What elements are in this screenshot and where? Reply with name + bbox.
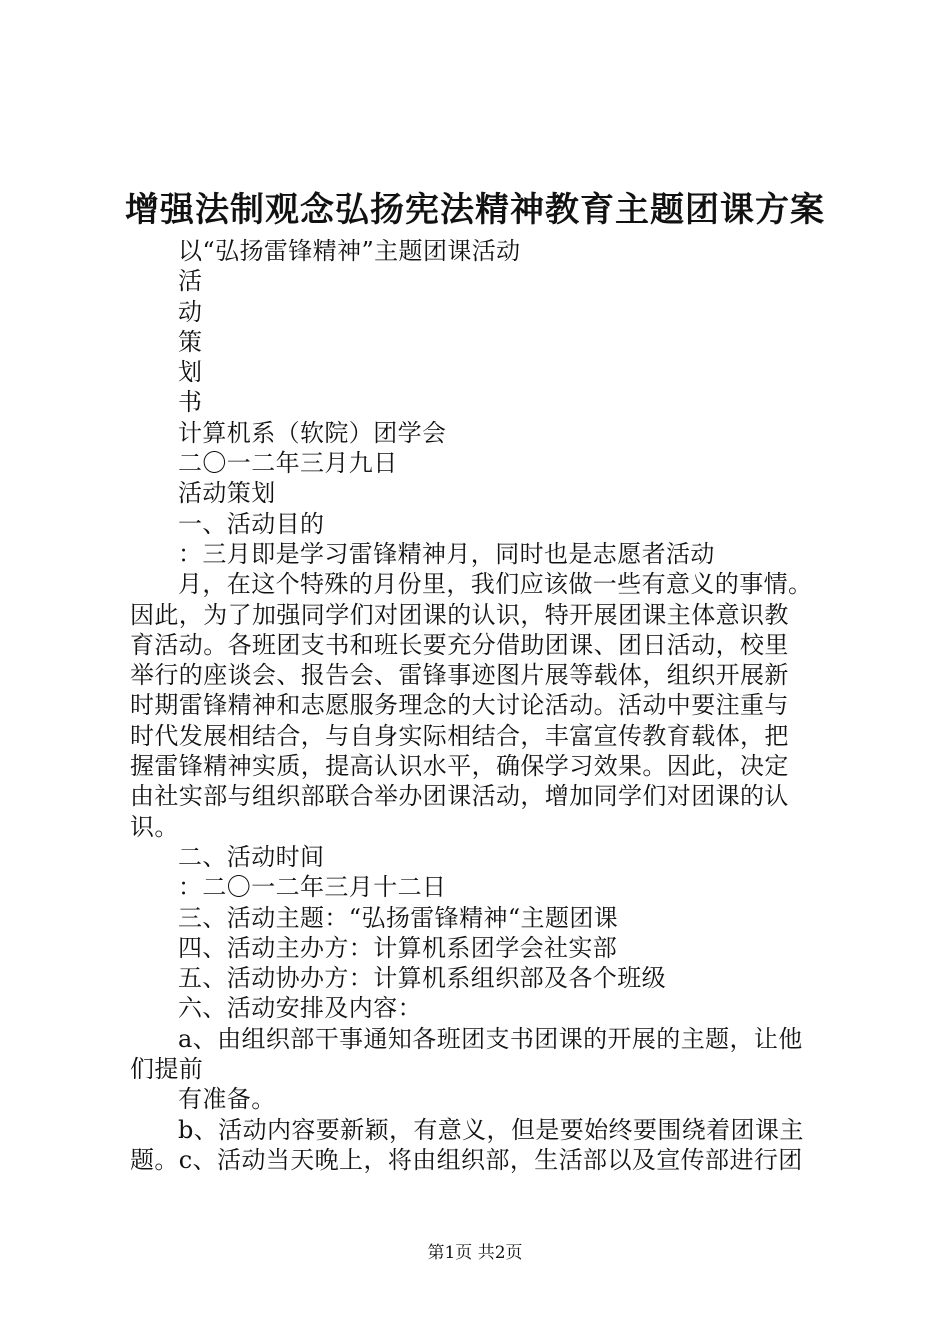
body-line: 育活动。各班团支书和班长要充分借助团课、团日活动，校里 [130, 630, 789, 659]
body-line: 举行的座谈会、报告会、雷锋事迹图片展等载体，组织开展新 [130, 661, 789, 690]
body-line: 识。 [130, 812, 179, 841]
body-line: 月，在这个特殊的月份里，我们应该做一些有意义的事情。 [178, 570, 813, 599]
body-line: 二〇一二年三月九日 [178, 449, 398, 478]
body-line: ：三月即是学习雷锋精神月，同时也是志愿者活动 [178, 539, 715, 568]
section-heading: 三、活动主题：“弘扬雷锋精神“主题团课 [178, 903, 619, 932]
body-line: 题。c、活动当天晚上，将由组织部，生活部以及宣传部进行团 [130, 1145, 803, 1174]
section-heading: 四、活动主办方：计算机系团学会社实部 [178, 933, 618, 962]
body-line: 因此，为了加强同学们对团课的认识，特开展团课主体意识教 [130, 600, 789, 629]
section-heading: 二、活动时间 [178, 842, 325, 871]
body-line: 活动策划 [178, 479, 276, 508]
body-line: 们提前 [130, 1055, 204, 1084]
body-line: 策 [178, 327, 203, 356]
body-line: 有准备。 [178, 1085, 276, 1114]
document-title: 增强法制观念弘扬宪法精神教育主题团课方案 [125, 190, 825, 230]
body-line: b、活动内容要新颖，有意义，但是要始终要围绕着团课主 [178, 1115, 804, 1144]
body-line: 活 [178, 267, 203, 296]
body-line: 动 [178, 297, 203, 326]
section-heading: 五、活动协办方：计算机系组织部及各个班级 [178, 964, 666, 993]
body-line: 时代发展相结合，与自身实际相结合，丰富宣传教育载体，把 [130, 721, 789, 750]
document-body [130, 236, 830, 1175]
body-line: ：二〇一二年三月十二日 [178, 873, 447, 902]
section-heading: 一、活动目的 [178, 509, 325, 538]
body-line: 划 [178, 358, 203, 387]
body-line: 时期雷锋精神和志愿服务理念的大讨论活动。活动中要注重与 [130, 691, 789, 720]
body-line: 握雷锋精神实质，提高认识水平，确保学习效果。因此，决定 [130, 752, 789, 781]
body-line: 由社实部与组织部联合举办团课活动，增加同学们对团课的认 [130, 782, 789, 811]
section-heading: 六、活动安排及内容： [178, 994, 422, 1023]
page-footer: 第1页 共2页 [427, 1243, 523, 1263]
body-line: a、由组织部干事通知各班团支书团课的开展的主题，让他 [178, 1024, 803, 1053]
body-line: 计算机系（软院）团学会 [178, 418, 447, 447]
body-line: 书 [178, 388, 203, 417]
body-line: 以“弘扬雷锋精神”主题团课活动 [178, 237, 521, 265]
